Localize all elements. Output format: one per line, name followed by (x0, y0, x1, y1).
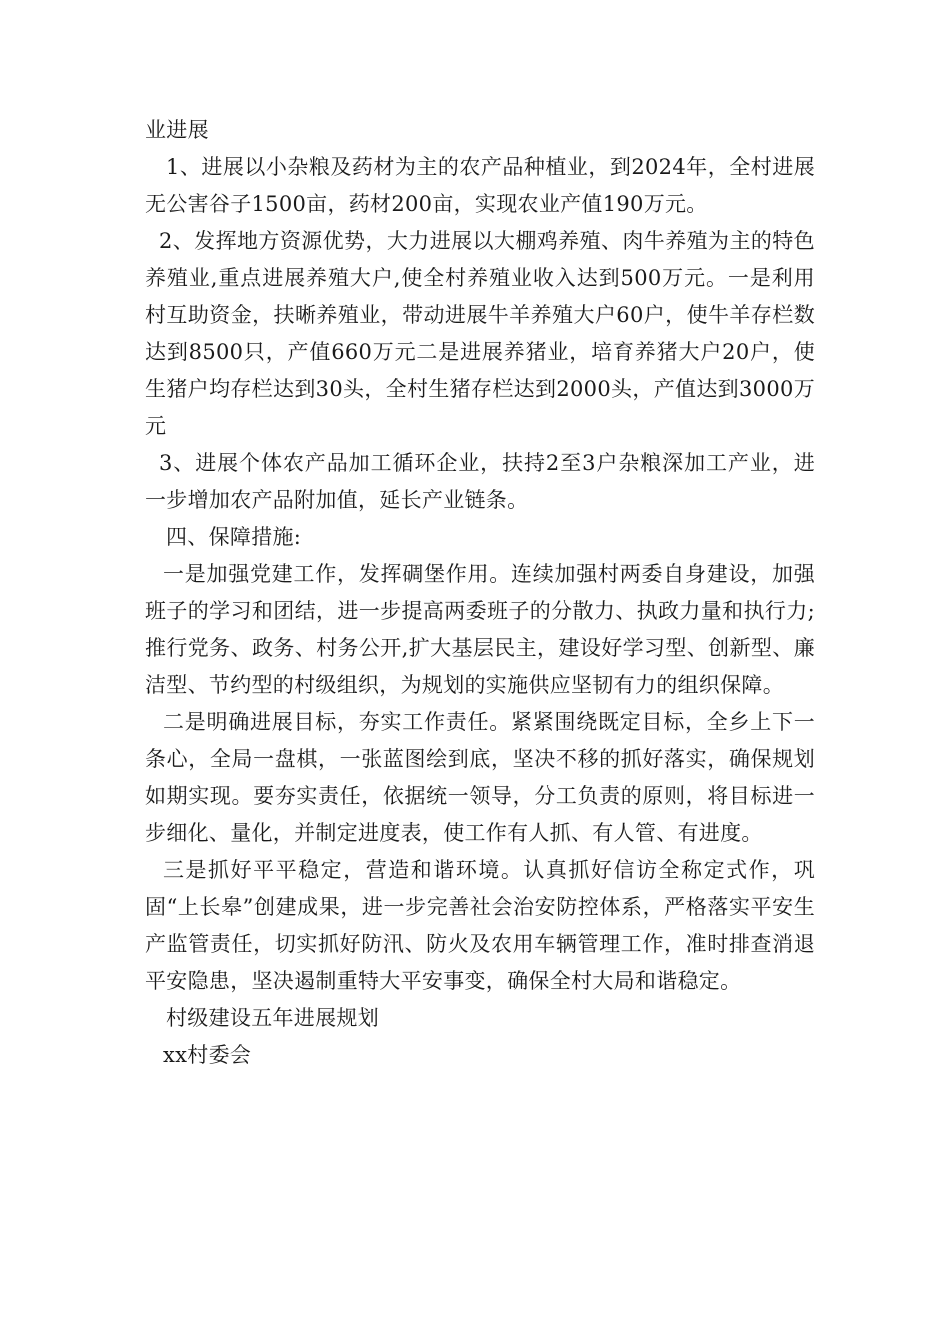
paragraph-item-1: 1、进展以小杂粮及药材为主的农产品种植业，到2024年，全村进展无公害谷子1500亩，药材200亩，实现农业产值190万元。 (145, 155, 815, 216)
document-body (145, 112, 815, 1074)
signature-title: 村级建设五年进展规划 (166, 1006, 379, 1030)
paragraph-item-2: 2、发挥地方资源优势，大力进展以大棚鸡养殖、肉牛养殖为主的特色养殖业,重点进展养殖大户,使全村养殖业收入达到500万元。一是利用村互助资金，扶晰养殖业，带动进展牛羊养殖大户60户，使牛羊存栏数达到8500只，产值660万元二是进展养猪业，培育养猪大户20户，使生猪户均存栏达到30头，全村生猪存栏达到2000头，产值达到3000万元 (145, 229, 815, 438)
paragraph-continuation: 业进展 (145, 118, 209, 142)
paragraph-item-3: 3、进展个体农产品加工循环企业，扶持2至3户杂粮深加工产业，进一步增加农产品附加值，延长产业链条。 (145, 451, 815, 512)
paragraph-measure-3: 三是抓好平平稳定，营造和谐环境。认真抓好信访全称定式作，巩固“上长皋”创建成果，进一步完善社会治安防控体系，严格落实平安生产监管责任，切实抓好防汛、防火及农用车辆管理工作，准时排查消退平安隐患，坚决遏制重特大平安事变，确保全村大局和谐稳定。 (145, 858, 815, 993)
paragraph-measure-2: 二是明确进展目标，夯实工作责任。紧紧围绕既定目标，全乡上下一条心，全局一盘棋，一张蓝图绘到底，坚决不移的抓好落实，确保规划如期实现。要夯实责任，依据统一领导，分工负责的原则，将目标进一步细化、量化，并制定进度表，使工作有人抓、有人管、有进度。 (145, 710, 815, 845)
paragraph-measure-1: 一是加强党建工作，发挥碉堡作用。连续加强村两委自身建设，加强班子的学习和团结，进一步提高两委班子的分散力、执政力量和执行力;推行党务、政务、村务公开,扩大基层民主，建设好学习型、创新型、廉洁型、节约型的村级组织，为规划的实施供应坚韧有力的组织保障。 (145, 562, 815, 697)
signature-author: xx村委会 (163, 1043, 252, 1067)
section-heading-safeguards: 四、保障措施: (166, 525, 302, 549)
